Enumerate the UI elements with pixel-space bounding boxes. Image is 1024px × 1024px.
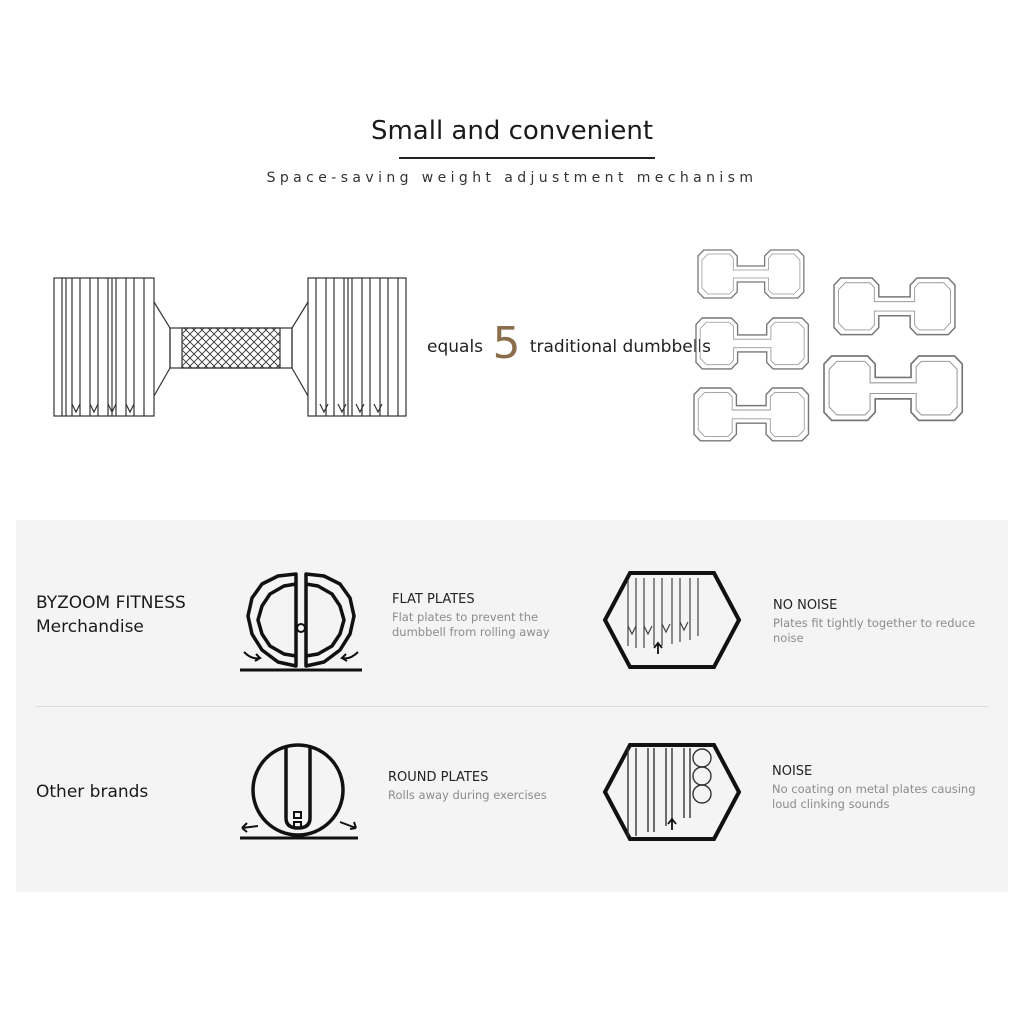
brand-name: BYZOOM FITNESS [36, 593, 186, 613]
feature-no-noise [773, 598, 993, 646]
traditional-dumbbells-icon [690, 244, 980, 454]
feature-title: NO NOISE [773, 598, 838, 613]
equivalence-text [427, 318, 711, 369]
page-title: Small and convenient [370, 116, 654, 146]
round-plates-icon [238, 742, 364, 842]
brand-subtitle: Merchandise [36, 617, 144, 637]
feature-round-plates [388, 770, 608, 803]
noise-icon [602, 742, 742, 842]
feature-description: No coating on metal plates causing loud clinking sounds [772, 782, 976, 811]
adjustable-dumbbell-icon [50, 274, 410, 424]
byzoom-label [36, 591, 186, 639]
feature-noise [772, 764, 992, 812]
feature-description: Plates fit tightly together to reduce noise [773, 616, 976, 645]
other-brands-label [36, 780, 148, 804]
feature-title: FLAT PLATES [392, 592, 475, 607]
no-noise-icon [602, 570, 742, 670]
feature-title: NOISE [772, 764, 813, 779]
feature-description: Flat plates to prevent the dumbbell from rolling away [392, 610, 550, 639]
row-divider [36, 706, 988, 707]
equals-prefix: equals [427, 337, 484, 357]
other-brands-name: Other brands [36, 782, 149, 802]
flat-plates-icon [238, 570, 364, 674]
page-subtitle: Space-saving weight adjustment mechanism [266, 170, 758, 186]
equivalence-number: 5 [492, 318, 521, 369]
title-underline [399, 157, 655, 159]
feature-flat-plates [392, 592, 612, 640]
feature-title: ROUND PLATES [388, 770, 489, 785]
comparison-panel [16, 520, 1008, 892]
equals-suffix: traditional dumbbells [529, 337, 712, 357]
feature-description: Rolls away during exercises [388, 788, 547, 802]
